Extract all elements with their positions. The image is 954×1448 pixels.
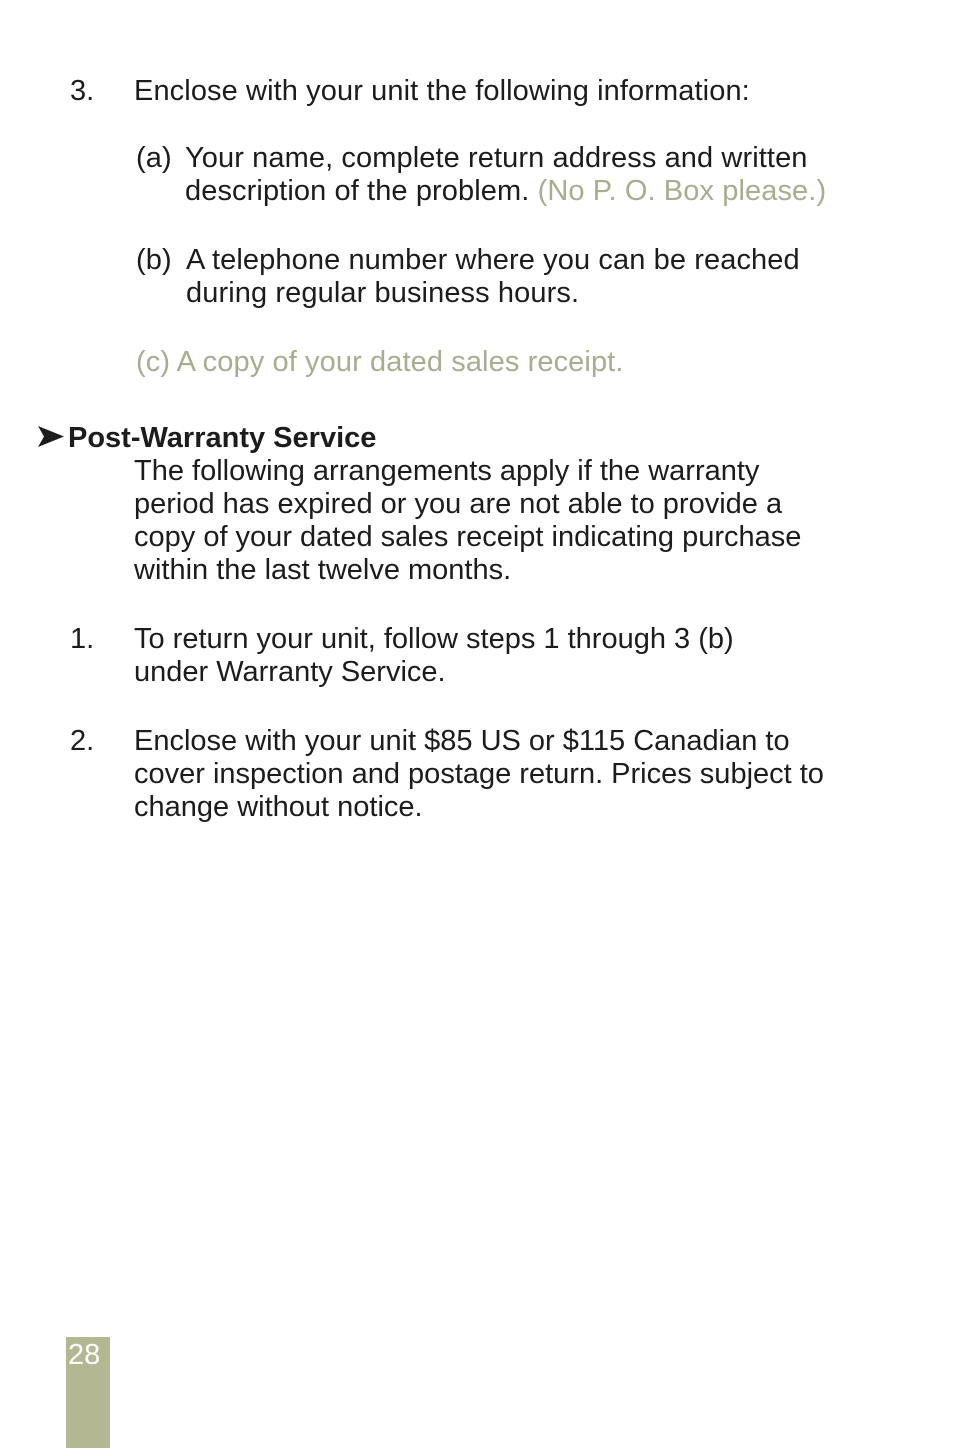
page-number: 28 bbox=[68, 1339, 101, 1371]
step-3-text: Enclose with your unit the following information: bbox=[134, 75, 750, 107]
intro-line: within the last twelve months. bbox=[134, 554, 512, 586]
intro-line: copy of your dated sales receipt indicating purchase bbox=[134, 521, 802, 553]
step-1-line2: under Warranty Service. bbox=[134, 656, 446, 688]
intro-line: period has expired or you are not able to provide a bbox=[134, 488, 783, 520]
item-a-note: (No P. O. Box please.) bbox=[537, 175, 827, 207]
item-a-line2 bbox=[185, 175, 826, 208]
step-1-line1: To return your unit, follow steps 1 through 3 (b) bbox=[134, 623, 734, 655]
step-2-line3: change without notice. bbox=[134, 791, 423, 823]
step-1-text bbox=[134, 623, 894, 689]
item-b-label: (b) bbox=[136, 244, 172, 276]
step-2-line1: Enclose with your unit $85 US or $115 Canadian to bbox=[134, 725, 790, 757]
item-b-line2: during regular business hours. bbox=[186, 277, 580, 309]
step-1-number: 1. bbox=[70, 623, 95, 655]
step-2-line2: cover inspection and postage return. Prices subject to bbox=[134, 758, 824, 790]
page-number-tab bbox=[66, 1337, 110, 1448]
step-2-text bbox=[134, 725, 894, 824]
item-a-line1: Your name, complete return address and written bbox=[185, 142, 808, 174]
post-warranty-intro bbox=[134, 455, 894, 587]
intro-line: The following arrangements apply if the warranty bbox=[134, 455, 760, 487]
item-a-line2-text: description of the problem. bbox=[185, 175, 530, 207]
arrow-bullet-icon bbox=[36, 420, 66, 453]
item-b-line1: A telephone number where you can be reached bbox=[186, 244, 800, 276]
item-a-label: (a) bbox=[136, 142, 172, 174]
item-c-text: (c) A copy of your dated sales receipt. bbox=[136, 346, 624, 378]
step-2-number: 2. bbox=[70, 725, 95, 757]
step-3-number: 3. bbox=[70, 75, 95, 107]
post-warranty-heading: Post-Warranty Service bbox=[68, 422, 377, 454]
